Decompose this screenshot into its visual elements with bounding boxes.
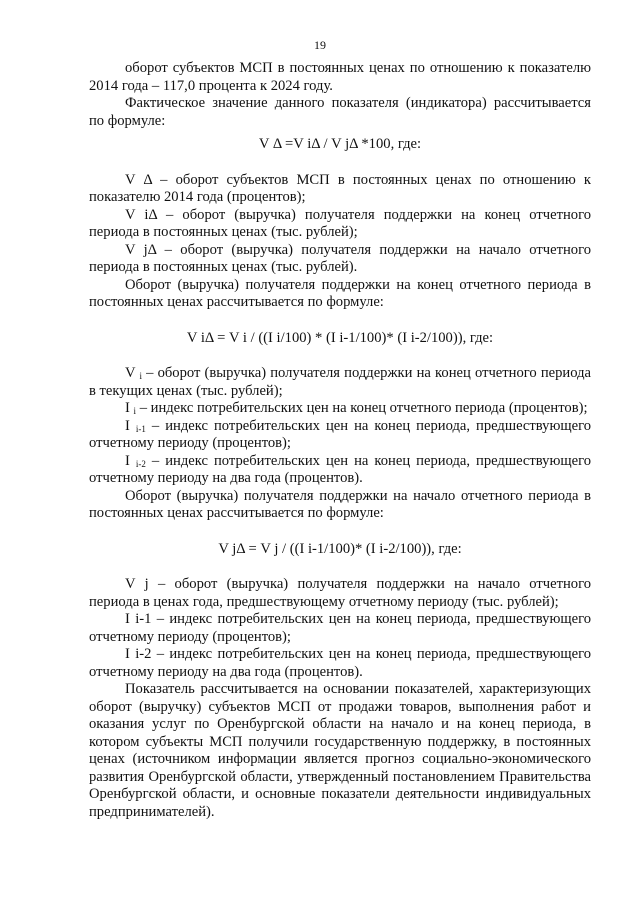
definition-v-delta: V Δ – оборот субъектов МСП в постоянных ценах по отношению к показателю 2014 года (процентов);: [89, 171, 591, 205]
paragraph-data-sources: Показатель рассчитывается на основании показателей, характеризующих оборот (выручку) субъектов МСП от продажи товаров, выполнения работ и оказания услуг по Оренбургской области на начало и на конец периода, в котором субъекты МСП получили государственную поддержку, в постоянных ценах (источником информации является прогноз социально-экономического развития Оренбургской области, утвержденный постановлением Правительства Оренбургской области, и основные показатели деятельности индивидуальных предпринимателей).: [89, 681, 591, 820]
definition-i-2: I i-2 – индекс потребительских цен на конец периода, предшествующего отчетному периоду на два года (процентов).: [89, 646, 591, 680]
document-body: [89, 60, 591, 821]
definition-v-j: V j – оборот (выручка) получателя поддержки на начало отчетного периода в ценах года, предшествующему отчетному периоду (тыс. рублей);: [89, 576, 591, 610]
definition-symbol: I: [125, 452, 130, 469]
definition-text: – индекс потребительских цен на конец периода, предшествующего отчетному периоду на два года (процентов).: [89, 452, 591, 486]
definition-subscript: i: [133, 406, 137, 416]
paragraph-formula-intro: Фактическое значение данного показателя (индикатора) рассчитывается по формуле:: [89, 95, 591, 129]
definition-i-1: I i-1 – индекс потребительских цен на конец периода, предшествующего отчетному периоду (процентов);: [89, 611, 591, 645]
definition-subscript: i-2: [135, 458, 146, 469]
definition-subscript: i: [139, 371, 142, 381]
definition-symbol: V: [125, 365, 136, 381]
paragraph-indicator-target: оборот субъектов МСП в постоянных ценах по отношению к показателю 2014 года – 117,0 процента к 2024 году.: [89, 60, 591, 94]
definition-v-i: [89, 365, 591, 400]
paragraph-end-period-intro: Оборот (выручка) получателя поддержки на конец отчетного периода в постоянных ценах рассчитывается по формуле:: [89, 276, 591, 310]
definition-text: – оборот (выручка) получателя поддержки на конец отчетного периода в текущих ценах (тыс. рублей);: [89, 365, 591, 399]
definition-subscript: i-1: [135, 423, 146, 434]
definition-v-j-delta: V jΔ – оборот (выручка) получателя поддержки на начало отчетного периода в постоянных ценах (тыс. рублей).: [89, 241, 591, 275]
definition-i-i-2: [89, 453, 591, 488]
definition-i-i-1: [89, 418, 591, 453]
definition-text: – индекс потребительских цен на конец отчетного периода (процентов);: [136, 400, 588, 416]
definition-text: – индекс потребительских цен на конец периода, предшествующего отчетному периоду (процентов);: [89, 417, 591, 451]
formula-turnover-index: V Δ =V iΔ / V jΔ *100, где:: [258, 136, 422, 152]
definition-v-i-delta: V iΔ – оборот (выручка) получателя поддержки на конец отчетного периода в постоянных ценах (тыс. рублей);: [89, 206, 591, 240]
paragraph-start-period-intro: Оборот (выручка) получателя поддержки на начало отчетного периода в постоянных ценах рассчитывается по формуле:: [89, 487, 591, 521]
formula-start-period: V jΔ = V j / ((I i-1/100)* (I i-2/100)), где:: [218, 540, 462, 557]
definition-symbol: I: [125, 400, 130, 416]
definition-i-i: [89, 400, 591, 418]
formula-end-period: V iΔ = V i / ((I i/100) * (I i-1/100)* (I i-2/100)), где:: [186, 329, 494, 346]
page-number: 19: [314, 38, 326, 52]
definition-symbol: I: [125, 417, 130, 434]
